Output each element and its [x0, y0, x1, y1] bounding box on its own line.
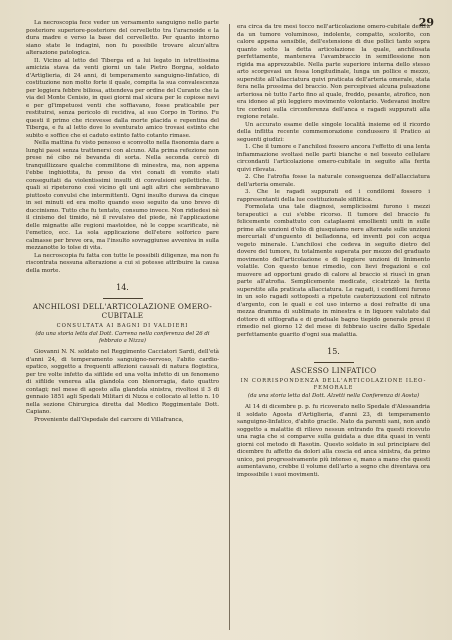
paragraph: Giovanni N. N. soldato nel Reggimento Cacciatori Sardi, dell'età d'anni 24, di temperamento sanguigno-nervoso, l'abito cardio-epatico, soggetto a frequenti affezioni causali di natura flogistica, per tre volte infetto da sifilide ed una volta infetto di un fenomeno di sifilide venerea alla glandola con blenorragia, dato quattro contagi; nel mese di agosto alla glandola sinistra, rivoltosi il 3 di gennaio 1851 agli Spedali Militari di Nizza e collocato al letto n. 10 nella sezione Chirurgica diretta dal Medico Reggimentale Dott. Capiano. [26, 349, 219, 415]
section-subtitle: CONSULTATA AI BAGNI DI VALDIERI [56, 323, 189, 329]
section-note: (da una storia letta dal Dott. Carrena nella conferenza del 26 di febbraio a Nizza) [35, 331, 210, 344]
paragraph: Proveniente dall'Ospedale del carcere di Villafranca, [34, 416, 184, 423]
section-number: 15. [327, 347, 340, 356]
paragraph: Nella mattina fu visto pensoso e sconvolto nella fisonomia dare a lunghi passi senza trattenersi con alcuno. Alla prima refezione non prese né cibo né bevanda di sorta. Nella seconda cercò di tranquillizzare qualche commilitone di minestra, ma, non appena l'ebbe inghiottita, fu preso da vivi conati di vomito stati conseguitati da violentissimi insulti di convulsioni epilettiche. Il quali si ripeterono così vicino gli uni agli altri che sembravano piuttosto convulsi che intermittenti. Ogni insulto durava da cinque in sei minuti ed era molto quando esso seguito da uno brevo di duccinismo. Tutto che fu tentato, consumo invece. Non ridiedesi nè il cinismo del timido, nè il revulsivo del piede, nè l'applicazione delle mignatte alle regioni mastoidee, nè le coppe scarificate, nè l'emetico, ecc. La sola applicazione dell'etere solforico pare calmasse per breve ora, ma l'insulto sovraggiunse avveniva in sulla mezzanotte lo tolse di vita. [26, 140, 219, 251]
section-title: ASCESSO LINFATICO [290, 366, 377, 375]
section-subtitle: IN CORRISPONDENZA DELL'ARTICOLAZIONE ILEO-FEMORALE [240, 378, 427, 391]
column-divider [229, 24, 230, 630]
paragraph: II. Vicino al letto del Tiberga ed a lui legato in istrettissima amicizia stava da venti giorni un tale Pietro Borgna, soldato d'Artiglieria, di 24 anni, di temperamento sanguigno-linfatico, di costituzione non molto forte il quale, compita la sua convalescenza per leggiera febbre biliosa, attendeva per ordine del Curante che la via del Monte Cenisio, in quei giorni mal sicura per le copiose nevi e per gl'impetuosi venti che soffiavano, fosse praticabile per restituirsi, senza pericolo di recidiva, al suo Corpo in Torino. Fu questi il primo che ricevesse dalla morte placida e repentina del Tiberga, e fu al letto dove lo sventurato amico trovasi estinto che subito e soffice che ei caduto estinto fatto cotanto rimase. [26, 57, 219, 139]
paragraph: Al 14 di dicembre p. p. fu ricoverato nello Spedale d'Alessandria il soldato Agosta d'Artiglieria, d'anni 23, di temperamento sanguigno-linfatico, d'abito gracile. Nato da parenti sani, non andò soggetto a malattie di rilievo nessun entrando fra questi ricevuto una ragia che si comparve sulla guidata a due dita quasi in venti giorni col metodo di Rasotin. Questo soldato in sul principiare del dicembre fu affetto da dolori alla coscia ed anca sinistra, da primo unico, poi progressivamente più intenso e, mano a mano che questi aumentavano, crebbe il volume dell'arto a segno che diventava ora impossibile i suoi movimenti. [237, 404, 430, 478]
right-column [237, 24, 430, 636]
section-number: 14. [116, 283, 129, 292]
section-note: (da una storia letta dal Dott. Alzetti nella Conferenza di Aosta) [247, 393, 420, 399]
paragraph: 1. Che il tumore e l'anchilosi fossero ancora l'effetto di una lenta infiammazione svoltasi nelle parti bianche e nel tessuto cellulare circondanti l'articolazione omero-cubitale in seguito alla ferita quivi rilevata. [237, 144, 430, 173]
paragraph: Formolata una tale diagnosi, semplicissimi furono i mezzi terapeutici a cui s'ebbe ricorso. Il tumore del braccio fu felicemente combattuto con cataplasmi emollienti uniti in sulle prime alle unzioni d'olio di giusquiamo nere alternate sulle unzioni mercuriali d'unguento di belladonna, ed inventi poi con acqua vegeto minerale. L'anchilosi che cedeva in seguito dietro del dovere del tumore, fu totalmente superata per mezzo del graduato movimento dell'articolazione e di leggiere unzioni di linimento volatile. Con questo tenue rimedio, con lievi fregazioni e col muovere ad opportuni grado di calore al braccio si riuscì in gran parte all'atrofia. Semplicemente medicate, cicatrizzò la ferita superstite alla praticata allacciatura. Le ragadi, i condilomi furono in un solo ragadi sottoposti a ripetute cauterizzazioni col nitrato d'argento, con le quali e col uso interno a dosi refratte di una mezza dramma di sublimato in minestra e in liquore valutato dal dottoro di sifilografia e di graduale bagno tiepido generale presi il rimedio nel giorno 12 del mese di febbraio uscire dallo Spedale perfettamente guarito d'ogni sua malattia. [237, 204, 430, 338]
section-title: ANCHILOSI DELL'ARTICOLAZIONE OMERO-CUBITALE [32, 302, 213, 320]
paragraph: La necroscopia fece veder un versamento sanguigno nello parte posteriore superiore-posteriore del cervelletto tra l'aracnoide e la dura madre e verso la base del cervelletto. Per quanto intorno siano state le indagini, non fu possibile trovare alcun'altra alterazione patologica. [26, 20, 219, 56]
paragraph: era circa da tre mesi tocco nell'articolazione omero-cubitale destra da un tumore voluminoso, indolente, compatto, scolorito, con calore appena sensibile, dell'estensione di due pollici tanto sopra quanto sotto la detta articolazione la quale, anchilosata perfettamente, manteneva l'avambraccio in semiflessione non rigida ma apprezzabile. Nella parte superiore interna dello stesso arto scorgevasi un fessa longitudinale, lunga un pollice e mezzo, superstite all'allacciatura quivi praticata dell'arteria omerale, stata fera nella prossima del braccio. Non percepivasi alcuna pulsazione arteriosa nè tutto l'arto fino al quale, freddo, pesante, atrofico, non era idoneo al più leggiero movimento volontario. Vedevansi inoltre tre cordoni sulla circonferenza dell'anca e ragadi suppurati alla regione retale. [237, 24, 430, 120]
paragraph: 3. Che le ragadi suppurati ed i condilomi fossero i rappresentanti della lue costituzionale sifilitica. [237, 189, 430, 203]
left-column [26, 20, 219, 632]
paragraph: Un accurato esame delle singole località insieme ed il ricordo della inflitta recente commemorazione condussero il Pratico ai seguenti giudizi: [237, 121, 430, 143]
section-rule [103, 298, 143, 299]
page-number: 29 [418, 16, 434, 29]
paragraph: 2. Che l'atrofia fosse la naturale conseguenza dell'allacciatura dell'arteria omerale. [237, 174, 430, 188]
section-rule [314, 362, 354, 363]
paragraph: La necroscopia fu fatta con tutte le possibili diligenze, ma non fu riscontrata nessuna alterazione a cui si potesse attribuire la causa della morte. [26, 252, 219, 274]
